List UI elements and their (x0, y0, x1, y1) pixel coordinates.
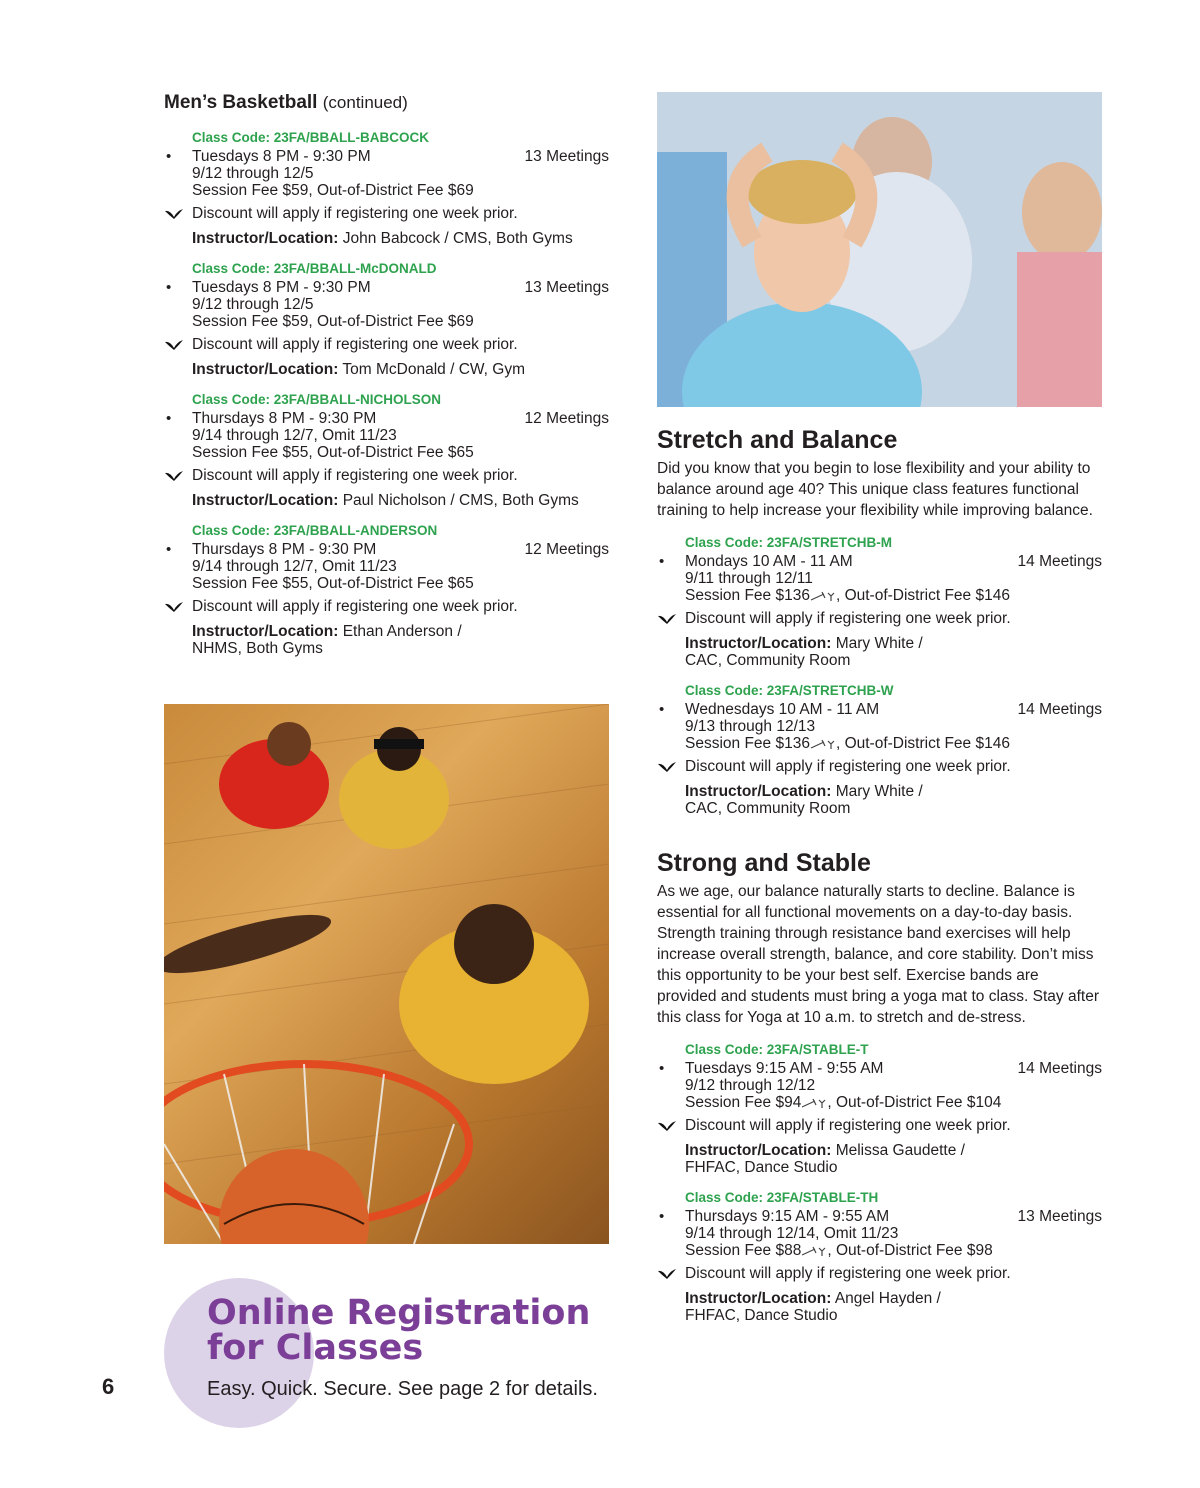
meetings-count: 13 Meetings (524, 279, 609, 296)
schedule-line (685, 1208, 1102, 1225)
fee-text: Session Fee $55, Out-of-District Fee $65 (192, 575, 474, 592)
discount-text: Discount will apply if registering one week prior. (192, 336, 518, 353)
schedule-time: Tuesdays 9:15 AM - 9:55 AM (685, 1060, 884, 1077)
strong-stable-title: Strong and Stable (657, 849, 871, 877)
class-code: Class Code: 23FA/BBALL-NICHOLSON (192, 392, 442, 407)
date-range: 9/13 through 12/13 (685, 718, 816, 735)
date-range: 9/14 through 12/14, Omit 11/23 (685, 1225, 899, 1242)
strong-stable-description: As we age, our balance naturally starts to decline. Balance is essential for all functional movements on a day-to-day basis. Strength training through resistance band exercises will help increase overall strength, balance, and core stability. Don’t miss this opportunity to be your best self. Exercise bands are provided and students must bring a yoga mat to class. Stay after this class for Yoga at 10 a.m. to stretch and de-stress. (657, 883, 1099, 1026)
session-fee: Session Fee $88 (685, 1242, 802, 1259)
fee-line (685, 1094, 1102, 1111)
bird-icon (164, 469, 184, 486)
date-range: 9/12 through 12/5 (192, 165, 314, 182)
class-entry (657, 1188, 1102, 1324)
instructor-location (164, 623, 609, 657)
meetings-count: 12 Meetings (524, 410, 609, 427)
discount-text: Discount will apply if registering one week prior. (192, 205, 518, 222)
senior-discount-icon (810, 735, 836, 752)
schedule-block (657, 701, 1102, 752)
class-code: Class Code: 23FA/BBALL-BABCOCK (192, 130, 430, 145)
discount-note (164, 336, 609, 353)
stretch-class-list (657, 533, 1102, 817)
schedule-time: Mondays 10 AM - 11 AM (685, 553, 853, 570)
out-of-district-fee: , Out-of-District Fee $146 (835, 735, 1010, 752)
bullet-icon: • (166, 410, 172, 427)
discount-note (657, 1117, 1102, 1134)
meetings-count: 13 Meetings (1017, 1208, 1102, 1225)
schedule-line (192, 148, 609, 165)
instructor-label: Instructor/Location: (685, 783, 832, 800)
schedule-block (164, 541, 609, 592)
class-code: Class Code: 23FA/STRETCHB-W (685, 683, 894, 698)
discount-text: Discount will apply if registering one week prior. (685, 758, 1011, 775)
schedule-line (685, 1060, 1102, 1077)
discount-text: Discount will apply if registering one week prior. (192, 598, 518, 615)
bullet-icon: • (659, 553, 665, 570)
class-entry (164, 128, 609, 247)
section-title (164, 90, 609, 116)
instructor-label: Instructor/Location: (192, 492, 339, 509)
mens-basketball-section (164, 90, 609, 657)
class-entry (657, 533, 1102, 669)
instructor-location (164, 492, 609, 509)
online-registration-subtitle: Easy. Quick. Secure. See page 2 for details. (207, 1378, 598, 1400)
date-range: 9/14 through 12/7, Omit 11/23 (192, 427, 397, 444)
schedule-time: Thursdays 8 PM - 9:30 PM (192, 410, 377, 427)
discount-note (657, 758, 1102, 775)
instructor-value-2: FHFAC, Dance Studio (685, 1159, 838, 1176)
discount-text: Discount will apply if registering one week prior. (685, 1117, 1011, 1134)
fee-line (192, 444, 609, 461)
schedule-time: Tuesdays 8 PM - 9:30 PM (192, 148, 371, 165)
stable-class-list (657, 1040, 1102, 1324)
fee-line (685, 1242, 1102, 1259)
class-code: Class Code: 23FA/STRETCHB-M (685, 535, 893, 550)
instructor-location (657, 635, 1102, 669)
instructor-label: Instructor/Location: (192, 361, 339, 378)
discount-text: Discount will apply if registering one week prior. (192, 467, 518, 484)
schedule-line (192, 279, 609, 296)
class-entry (164, 259, 609, 378)
instructor-value-2: FHFAC, Dance Studio (685, 1307, 838, 1324)
instructor-value: John Babcock / CMS, Both Gyms (342, 230, 573, 247)
schedule-block (164, 279, 609, 330)
class-list (164, 128, 609, 657)
discount-note (164, 205, 609, 222)
instructor-value-2: NHMS, Both Gyms (192, 640, 323, 657)
date-range: 9/11 through 12/11 (685, 570, 813, 587)
schedule-time: Thursdays 8 PM - 9:30 PM (192, 541, 377, 558)
fee-text: Session Fee $55, Out-of-District Fee $65 (192, 444, 474, 461)
schedule-line (192, 541, 609, 558)
instructor-location (657, 1142, 1102, 1176)
online-registration-title[interactable] (207, 1293, 627, 1368)
section-title-text: Men’s Basketball (164, 92, 318, 113)
date-range: 9/12 through 12/12 (685, 1077, 816, 1094)
senior-discount-icon (801, 1094, 827, 1111)
out-of-district-fee: , Out-of-District Fee $104 (827, 1094, 1002, 1111)
bird-icon (164, 207, 184, 224)
bird-icon (164, 600, 184, 617)
stretch-photo (657, 92, 1102, 407)
date-range: 9/12 through 12/5 (192, 296, 314, 313)
instructor-value: Mary White / (835, 783, 923, 800)
instructor-location (164, 361, 609, 378)
online-title-line2: for Classes (207, 1328, 424, 1368)
session-fee: Session Fee $94 (685, 1094, 802, 1111)
stretch-balance-description: Did you know that you begin to lose flexibility and your ability to balance around age 40? This unique class features functional training to help increase your flexibility while improving balance. (657, 460, 1093, 519)
bird-icon (657, 760, 677, 777)
fee-line (192, 575, 609, 592)
instructor-value: Angel Hayden / (834, 1290, 941, 1307)
schedule-block (164, 410, 609, 461)
section-title-suffix: (continued) (322, 93, 408, 112)
discount-note (164, 467, 609, 484)
fee-line (192, 182, 609, 199)
instructor-label: Instructor/Location: (685, 1142, 832, 1159)
basketball-illustration (164, 704, 609, 1244)
class-entry (657, 1040, 1102, 1176)
meetings-count: 14 Meetings (1017, 553, 1102, 570)
class-entry (657, 681, 1102, 817)
bird-icon (657, 1119, 677, 1136)
instructor-label: Instructor/Location: (685, 635, 832, 652)
instructor-value: Paul Nicholson / CMS, Both Gyms (342, 492, 579, 509)
page-number: 6 (102, 1374, 115, 1399)
fee-line (192, 313, 609, 330)
bird-icon (657, 612, 677, 629)
bullet-icon: • (166, 541, 172, 558)
bird-icon (657, 1267, 677, 1284)
meetings-count: 14 Meetings (1017, 701, 1102, 718)
meetings-count: 14 Meetings (1017, 1060, 1102, 1077)
out-of-district-fee: , Out-of-District Fee $146 (835, 587, 1010, 604)
fee-line (685, 587, 1102, 604)
discount-text: Discount will apply if registering one week prior. (685, 610, 1011, 627)
discount-note (657, 610, 1102, 627)
fee-line (685, 735, 1102, 752)
instructor-value: Tom McDonald / CW, Gym (342, 361, 526, 378)
online-title-line1: Online Registration (207, 1293, 591, 1333)
class-code: Class Code: 23FA/STABLE-TH (685, 1190, 879, 1205)
instructor-value-2: CAC, Community Room (685, 652, 851, 669)
basketball-photo (164, 704, 609, 1244)
discount-note (164, 598, 609, 615)
schedule-line (685, 701, 1102, 718)
instructor-value: Ethan Anderson / (342, 623, 462, 640)
meetings-count: 13 Meetings (524, 148, 609, 165)
session-fee: Session Fee $136 (685, 587, 810, 604)
instructor-location (657, 1290, 1102, 1324)
schedule-block (164, 148, 609, 199)
bullet-icon: • (659, 1060, 665, 1077)
instructor-value: Mary White / (835, 635, 923, 652)
class-entry (164, 390, 609, 509)
schedule-block (657, 553, 1102, 604)
schedule-line (192, 410, 609, 427)
schedule-time: Thursdays 9:15 AM - 9:55 AM (685, 1208, 890, 1225)
schedule-time: Wednesdays 10 AM - 11 AM (685, 701, 880, 718)
schedule-block (657, 1060, 1102, 1111)
bullet-icon: • (166, 279, 172, 296)
class-entry (164, 521, 609, 657)
class-code: Class Code: 23FA/BBALL-ANDERSON (192, 523, 438, 538)
bird-icon (164, 338, 184, 355)
date-range: 9/14 through 12/7, Omit 11/23 (192, 558, 397, 575)
schedule-block (657, 1208, 1102, 1259)
instructor-label: Instructor/Location: (192, 230, 339, 247)
bullet-icon: • (659, 701, 665, 718)
session-fee: Session Fee $136 (685, 735, 810, 752)
class-code: Class Code: 23FA/BBALL-McDONALD (192, 261, 437, 276)
right-column (657, 424, 1102, 1324)
schedule-time: Tuesdays 8 PM - 9:30 PM (192, 279, 371, 296)
instructor-label: Instructor/Location: (192, 623, 339, 640)
out-of-district-fee: , Out-of-District Fee $98 (827, 1242, 993, 1259)
instructor-value-2: CAC, Community Room (685, 800, 851, 817)
stretch-balance-title: Stretch and Balance (657, 426, 898, 454)
discount-text: Discount will apply if registering one week prior. (685, 1265, 1011, 1282)
senior-discount-icon (801, 1242, 827, 1259)
class-code: Class Code: 23FA/STABLE-T (685, 1042, 869, 1057)
instructor-location (164, 230, 609, 247)
stretch-illustration (657, 92, 1102, 407)
bullet-icon: • (166, 148, 172, 165)
senior-discount-icon (810, 587, 836, 604)
discount-note (657, 1265, 1102, 1282)
fee-text: Session Fee $59, Out-of-District Fee $69 (192, 182, 474, 199)
instructor-value: Melissa Gaudette / (835, 1142, 965, 1159)
meetings-count: 12 Meetings (524, 541, 609, 558)
bullet-icon: • (659, 1208, 665, 1225)
schedule-line (685, 553, 1102, 570)
instructor-label: Instructor/Location: (685, 1290, 832, 1307)
stretch-balance-section (657, 424, 1102, 817)
instructor-location (657, 783, 1102, 817)
strong-stable-section (657, 847, 1102, 1324)
fee-text: Session Fee $59, Out-of-District Fee $69 (192, 313, 474, 330)
